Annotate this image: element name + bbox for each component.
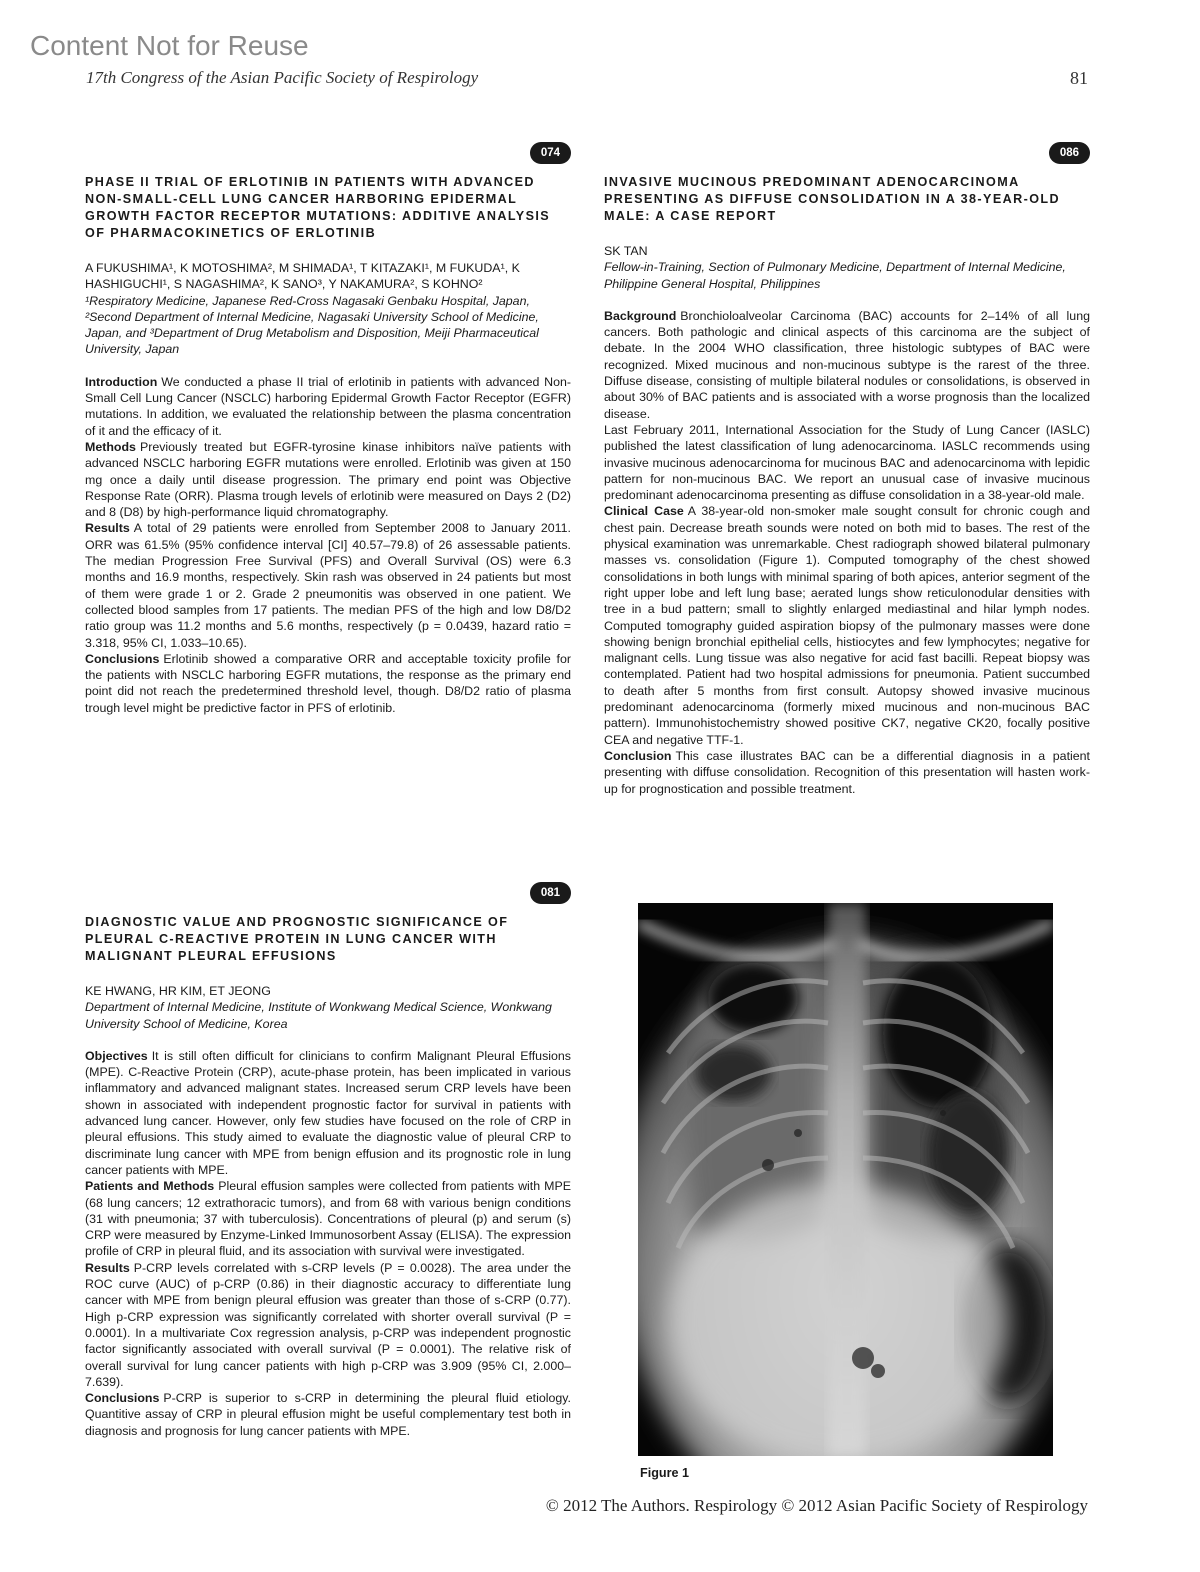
abstract-081 [85,882,571,1439]
section-text: A total of 29 patients were enrolled from September 2008 to January 2011. ORR was 61.5% (95% confidence interval [CI] 40.57–79.8) of 26 assessable patients. The median Progression Free Survival (PFS) and Overall Survival (OS) were 6.3 months and 16.9 months, respectively. Skin rash was observed in 24 patients but most of them were grade 1 or 2. Grade 2 pneumonitis was observed in one patient. We collected blood samples from 17 patients. The median PFS of the high and low D8/D2 ratio group was 11.2 months and 5.6 months, respectively (p = 0.0439, hazard ratio = 3.318, 95% CI, 1.033–10.65). [85,521,571,650]
section-heading: Conclusions [85,651,160,666]
abstract-title: PHASE II TRIAL OF ERLOTINIB IN PATIENTS WITH ADVANCED NON-SMALL-CELL LUNG CANCER HARBORING EPIDERMAL GROWTH FACTOR RECEPTOR MUTATIONS: ADDITIVE ANALYSIS OF PHARMACOKINETICS OF ERLOTINIB [85,175,551,240]
page-number: 81 [1070,68,1088,88]
abstract-074 [85,142,571,716]
section-clinical-case [604,503,1090,747]
chest-xray-image [638,903,1053,1456]
author-list: KE HWANG, HR KIM, ET JEONG [85,984,271,998]
section-text: Last February 2011, International Association for the Study of Lung Cancer (IASLC) published the latest classification of lung adenocarcinoma. IASLC recommends using invasive mucinous adenocarcinoma for mucinous BAC and adenocarcinoma with lepidic pattern for non-mucinous BAC. We report an unusual case of invasive mucinous predominant adenocarcinoma presenting as diffuse consolidation in a 38-year-old male. [604,422,1090,503]
affiliation: ¹Respiratory Medicine, Japanese Red-Cross Nagasaki Genbaku Hospital, Japan, ²Second Department of Internal Medicine, Nagasaki University School of Medicine, Japan, and ³Department of Drug Metabolism and Disposition, Meiji Pharmaceutical University, Japan [85,293,539,357]
abstract-body [85,374,571,716]
section-conclusions [85,1390,571,1439]
section-heading: Results [85,1260,130,1275]
section-results [85,520,571,650]
section-heading: Objectives [85,1048,148,1063]
section-heading: Results [85,521,130,536]
section-text: Pleural effusion samples were collected from patients with MPE (68 lung cancers; 12 extrathoracic tumors), and from 68 with various benign conditions (31 with pneumonia; 37 with tuberculosis). Concentrations of pleural (p) and serum (s) CRP were measured by Enzyme-Linked Immunosorbent Assay (ELISA). The expression profile of CRP in pleural fluid, and its association with survival were investigated. [85,1179,571,1259]
section-text: We conducted a phase II trial of erlotinib in patients with advanced Non-Small Cell Lung Cancer (NSCLC) harboring Epidermal Growth Factor Receptor (EGFR) mutations. In addition, we evaluated the relationship between the plasma concentration of it and the efficacy of it. [85,374,571,438]
figure-caption: Figure 1 [640,1466,689,1480]
abstract-title: INVASIVE MUCINOUS PREDOMINANT ADENOCARCINOMA PRESENTING AS DIFFUSE CONSOLIDATION IN A 38-YEAR-OLD MALE: A CASE REPORT [604,175,1060,223]
chest-xray-drawing [638,903,1053,1456]
watermark: Content Not for Reuse [30,30,309,61]
section-conclusions [85,651,571,716]
abstract-number-badge: 081 [530,882,571,904]
section-heading: Conclusion [604,748,672,763]
section-results [85,1260,571,1390]
abstract-title: DIAGNOSTIC VALUE AND PROGNOSTIC SIGNIFICANCE OF PLEURAL C-REACTIVE PROTEIN IN LUNG CANCER WITH MALIGNANT PLEURAL EFFUSIONS [85,915,509,963]
section-methods [85,439,571,520]
section-text: It is still often difficult for clinicians to confirm Malignant Pleural Effusions (MPE). C-Reactive Protein (CRP), acute-phase protein, has been implicated in various inflammatory and advanced malignant states. Increased serum CRP levels have been shown in associated with independent prognostic factor for survival in patients with advanced lung cancer. However, only few studies have focused on the role of CRP in pleural effusions. This study aimed to evaluate the diagnostic value of pleural CRP to discriminate lung cancer with MPE from benign effusion and its prognostic role in lung cancer patients with MPE. [85,1048,571,1177]
running-head: 17th Congress of the Asian Pacific Society of Respirology [86,68,479,87]
abstract-number-badge: 086 [1049,142,1090,164]
section-text: Previously treated but EGFR-tyrosine kinase inhibitors naïve patients with advanced NSCLC harboring EGFR mutations were enrolled. Erlotinib was given at 150 mg once a daily until disease progression. The primary end point was Objective Response Rate (ORR). Plasma trough levels of erlotinib were measured on Days 2 (D2) and 8 (D8) by high-performance liquid chromatography. [85,439,571,520]
section-text: P-CRP levels correlated with s-CRP levels (P = 0.0028). The area under the ROC curve (AUC) of p-CRP (0.86) in their diagnostic accuracy to differentiate lung cancer with MPE from benign pleural effusion was greater than those of s-CRP (0.77). High p-CRP expression was significantly correlated with shorter overall survival (P = 0.0001). In a multivariate Cox regression analysis, p-CRP was independent prognostic factor significantly associated with overall survival (P = 0.0001). The relative risk of overall survival for lung cancer patients with high p-CRP was 3.909 (95% CI, 2.000–7.639). [85,1260,571,1389]
section-heading: Clinical Case [604,504,684,519]
section-text: P-CRP is superior to s-CRP in determining the pleural fluid etiology. Quantitive assay of CRP in pleural effusion might be useful complementary test both in diagnosis and prognosis for lung cancer patients with MPE. [85,1391,571,1438]
affiliation: Department of Internal Medicine, Institute of Wonkwang Medical Science, Wonkwang University School of Medicine, Korea [85,1000,552,1031]
section-continuation [604,422,1090,503]
section-heading: Conclusions [85,1391,160,1406]
section-text: Bronchioloalveolar Carcinoma (BAC) accounts for 2–14% of all lung cancers. Both pathologic and clinical aspects of this carcinoma are the subject of debate. In the 2004 WHO classification, three histologic subtypes of BAC were recognized. Mixed mucinous and non-mucinous subtype is the rarest of the three. Diffuse disease, consisting of multiple bilateral nodules or consolidations, is observed in about 30% of BAC patients and is associated with a worse prognosis than the localized disease. [604,308,1090,421]
abstract-body [604,308,1090,797]
copyright-footer: © 2012 The Authors. Respirology © 2012 Asian Pacific Society of Respirology [545,1496,1088,1515]
section-text: Erlotinib showed a comparative ORR and acceptable toxicity profile for the patients with NSCLC harboring EGFR mutations, the response as the primary end point did not reach the predetermined threshold level, though. D8/D2 ratio of plasma trough level might be predictive factor in PFS of erlotinib. [85,651,571,715]
section-heading: Background [604,308,677,323]
abstract-086 [604,142,1090,797]
section-heading: Introduction [85,374,158,389]
author-list: A FUKUSHIMA¹, K MOTOSHIMA², M SHIMADA¹, T KITAZAKI¹, M FUKUDA¹, K HASHIGUCHI¹, S NAGASHIMA², K SANO³, Y NAKAMURA², S KOHNO² [85,261,520,292]
abstract-body [85,1048,571,1439]
section-background [604,308,1090,422]
section-text: A 38-year-old non-smoker male sought consult for chronic cough and chest pain. Decrease breath sounds were noted on both mid to bases. The rest of the physical examination was unremarkable. Chest radiograph showed bilateral pulmonary masses vs. consolidation (Figure 1). Computed tomography of the chest showed consolidations in both lungs with minimal sparing of both apices, anterior segment of the right upper lobe and left lung base; aerated lungs show reticulonodular densities with tree in a bud pattern; small to slightly enlarged mediastinal and hilar lymph nodes. Computed tomography guided aspiration biopsy of the pulmonary masses were done showing benign bronchial epithelial cells, histiocytes and few lymphocytes; negative for malignant cells. Lung tissue was also negative for acid fast bacilli. Repeat biopsy was contemplated. Patient had two hospital admissions for pneumonia. Patient succumbed to death after 5 months from first consult. Autopsy showed invasive mucinous predominant adenocarcinoma (formerly mixed mucinous and non-mucinous BAC pattern). Immunohistochemistry showed positive CK7, negative CK20, focally positive CEA and negative TTF-1. [604,504,1091,747]
abstract-number-badge: 074 [530,142,571,164]
section-introduction [85,374,571,439]
affiliation: Fellow-in-Training, Section of Pulmonary Medicine, Department of Internal Medicine, Philippine General Hospital, Philippines [604,260,1066,291]
author-list: SK TAN [604,244,648,258]
section-patients-methods [85,1178,571,1259]
section-conclusion [604,748,1090,797]
section-objectives [85,1048,571,1178]
section-heading: Patients and Methods [85,1179,215,1194]
section-heading: Methods [85,439,136,454]
section-text: This case illustrates BAC can be a differential diagnosis in a patient presenting with diffuse consolidation. Recognition of this presentation will hasten work-up for prognostication and possible treatment. [604,748,1090,796]
